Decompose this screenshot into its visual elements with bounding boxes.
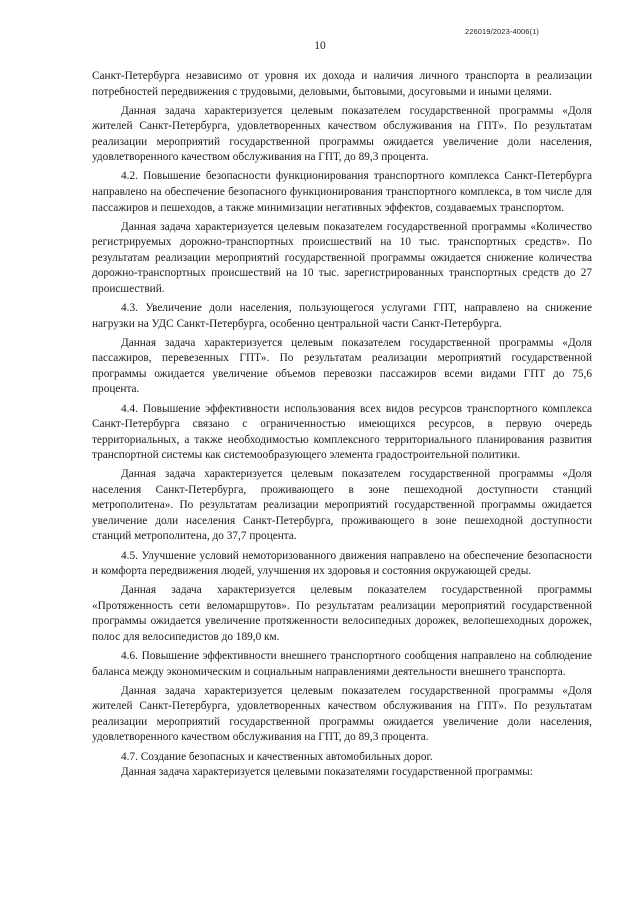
document-id: 226019/2023-4006(1) bbox=[464, 27, 539, 36]
paragraph: Данная задача характеризуется целевым показателем государственной программы «Доля населения Санкт-Петербурга, проживающего в зоне пешеходной доступности станций метрополитена». По результатам реализации мероприятий государственной программы ожидается увеличение доли населения Санкт-Петербурга, проживающего в зоне пешеходной доступности станций метрополитена, до 37,7 процента. bbox=[92, 468, 592, 543]
paragraph: 4.6. Повышение эффективности внешнего транспортного сообщения направлено на соблюдение баланса между экономическим и социальным направлениями деятельности внешнего транспорта. bbox=[92, 650, 592, 678]
document-body bbox=[92, 69, 592, 781]
paragraph: 4.4. Повышение эффективности использования всех видов ресурсов транспортного комплекса Санкт-Петербурга связано с ограниченностью имеющихся ресурсов, в первую очередь территориальных, а также необходимостью комплексного территориального планирования развития транспортной системы как системообразующего элемента градостроительной политики. bbox=[92, 402, 592, 462]
paragraph: Данная задача характеризуется целевым показателем государственной программы «Количество регистрируемых дорожно-транспортных происшествий на 10 тыс. транспортных средств». По результатам реализации мероприятий государственной программы ожидается снижение количества дорожно-транспортных происшествий на 10 тыс. зарегистрированных транспортных средств до 27 происшествий. bbox=[92, 220, 592, 295]
paragraph: Данная задача характеризуется целевым показателем государственной программы «Доля жителей Санкт-Петербурга, удовлетворенных качеством обслуживания на ГПТ». По результатам реализации мероприятий государственной программы ожидается увеличение доли населения, удовлетворенного качеством обслуживания на ГПТ, до 89,3 процента. bbox=[92, 684, 592, 744]
page-number: 10 bbox=[314, 40, 326, 52]
paragraph: 4.7. Создание безопасных и качественных автомобильных дорог. bbox=[121, 750, 433, 763]
paragraph: 4.2. Повышение безопасности функционирования транспортного комплекса Санкт-Петербурга направлено на обеспечение безопасного функционирования транспортного комплекса, в том числе для пассажиров и пешеходов, а также минимизации негативных эффектов, создаваемых транспортом. bbox=[92, 170, 592, 214]
paragraph: 4.5. Улучшение условий немоторизованного движения направлено на обеспечение безопасности и комфорта передвижения людей, улучшения их здоровья и состояния окружающей среды. bbox=[92, 549, 592, 578]
paragraph: Данная задача характеризуется целевым показателем государственной программы «Доля пассажиров, перевезенных ГПТ». По результатам реализации мероприятий государственной программы ожидается увеличение объемов перевозки пассажиров всеми видами ГПТ до 75,6 процента. bbox=[92, 336, 592, 396]
paragraph: 4.3. Увеличение доли населения, пользующегося услугами ГПТ, направлено на снижение нагрузки на УДС Санкт-Петербурга, особенно центральной части Санкт-Петербурга. bbox=[92, 302, 592, 330]
paragraph: Данная задача характеризуется целевым показателем государственной программы «Доля жителей Санкт-Петербурга, удовлетворенных качеством обслуживания на ГПТ». По результатам реализации мероприятий государственной программы ожидается увеличение доли населения, удовлетворенного качеством обслуживания на ГПТ, до 89,3 процента. bbox=[92, 104, 592, 164]
paragraph: Санкт-Петербурга независимо от уровня их дохода и наличия личного транспорта в реализации потребностей передвижения с трудовыми, деловыми, бытовыми, досуговыми и иными целями. bbox=[92, 70, 592, 98]
paragraph: Данная задача характеризуется целевым показателем государственной программы «Протяженность сети веломаршрутов». По результатам реализации мероприятий государственной программы ожидается увеличение протяженности велосипедных дорожек, велопешеходных дорожек, полос для велосипедистов до 189,0 км. bbox=[92, 584, 592, 643]
paragraph: Данная задача характеризуется целевыми показателями государственной программы: bbox=[121, 766, 533, 779]
